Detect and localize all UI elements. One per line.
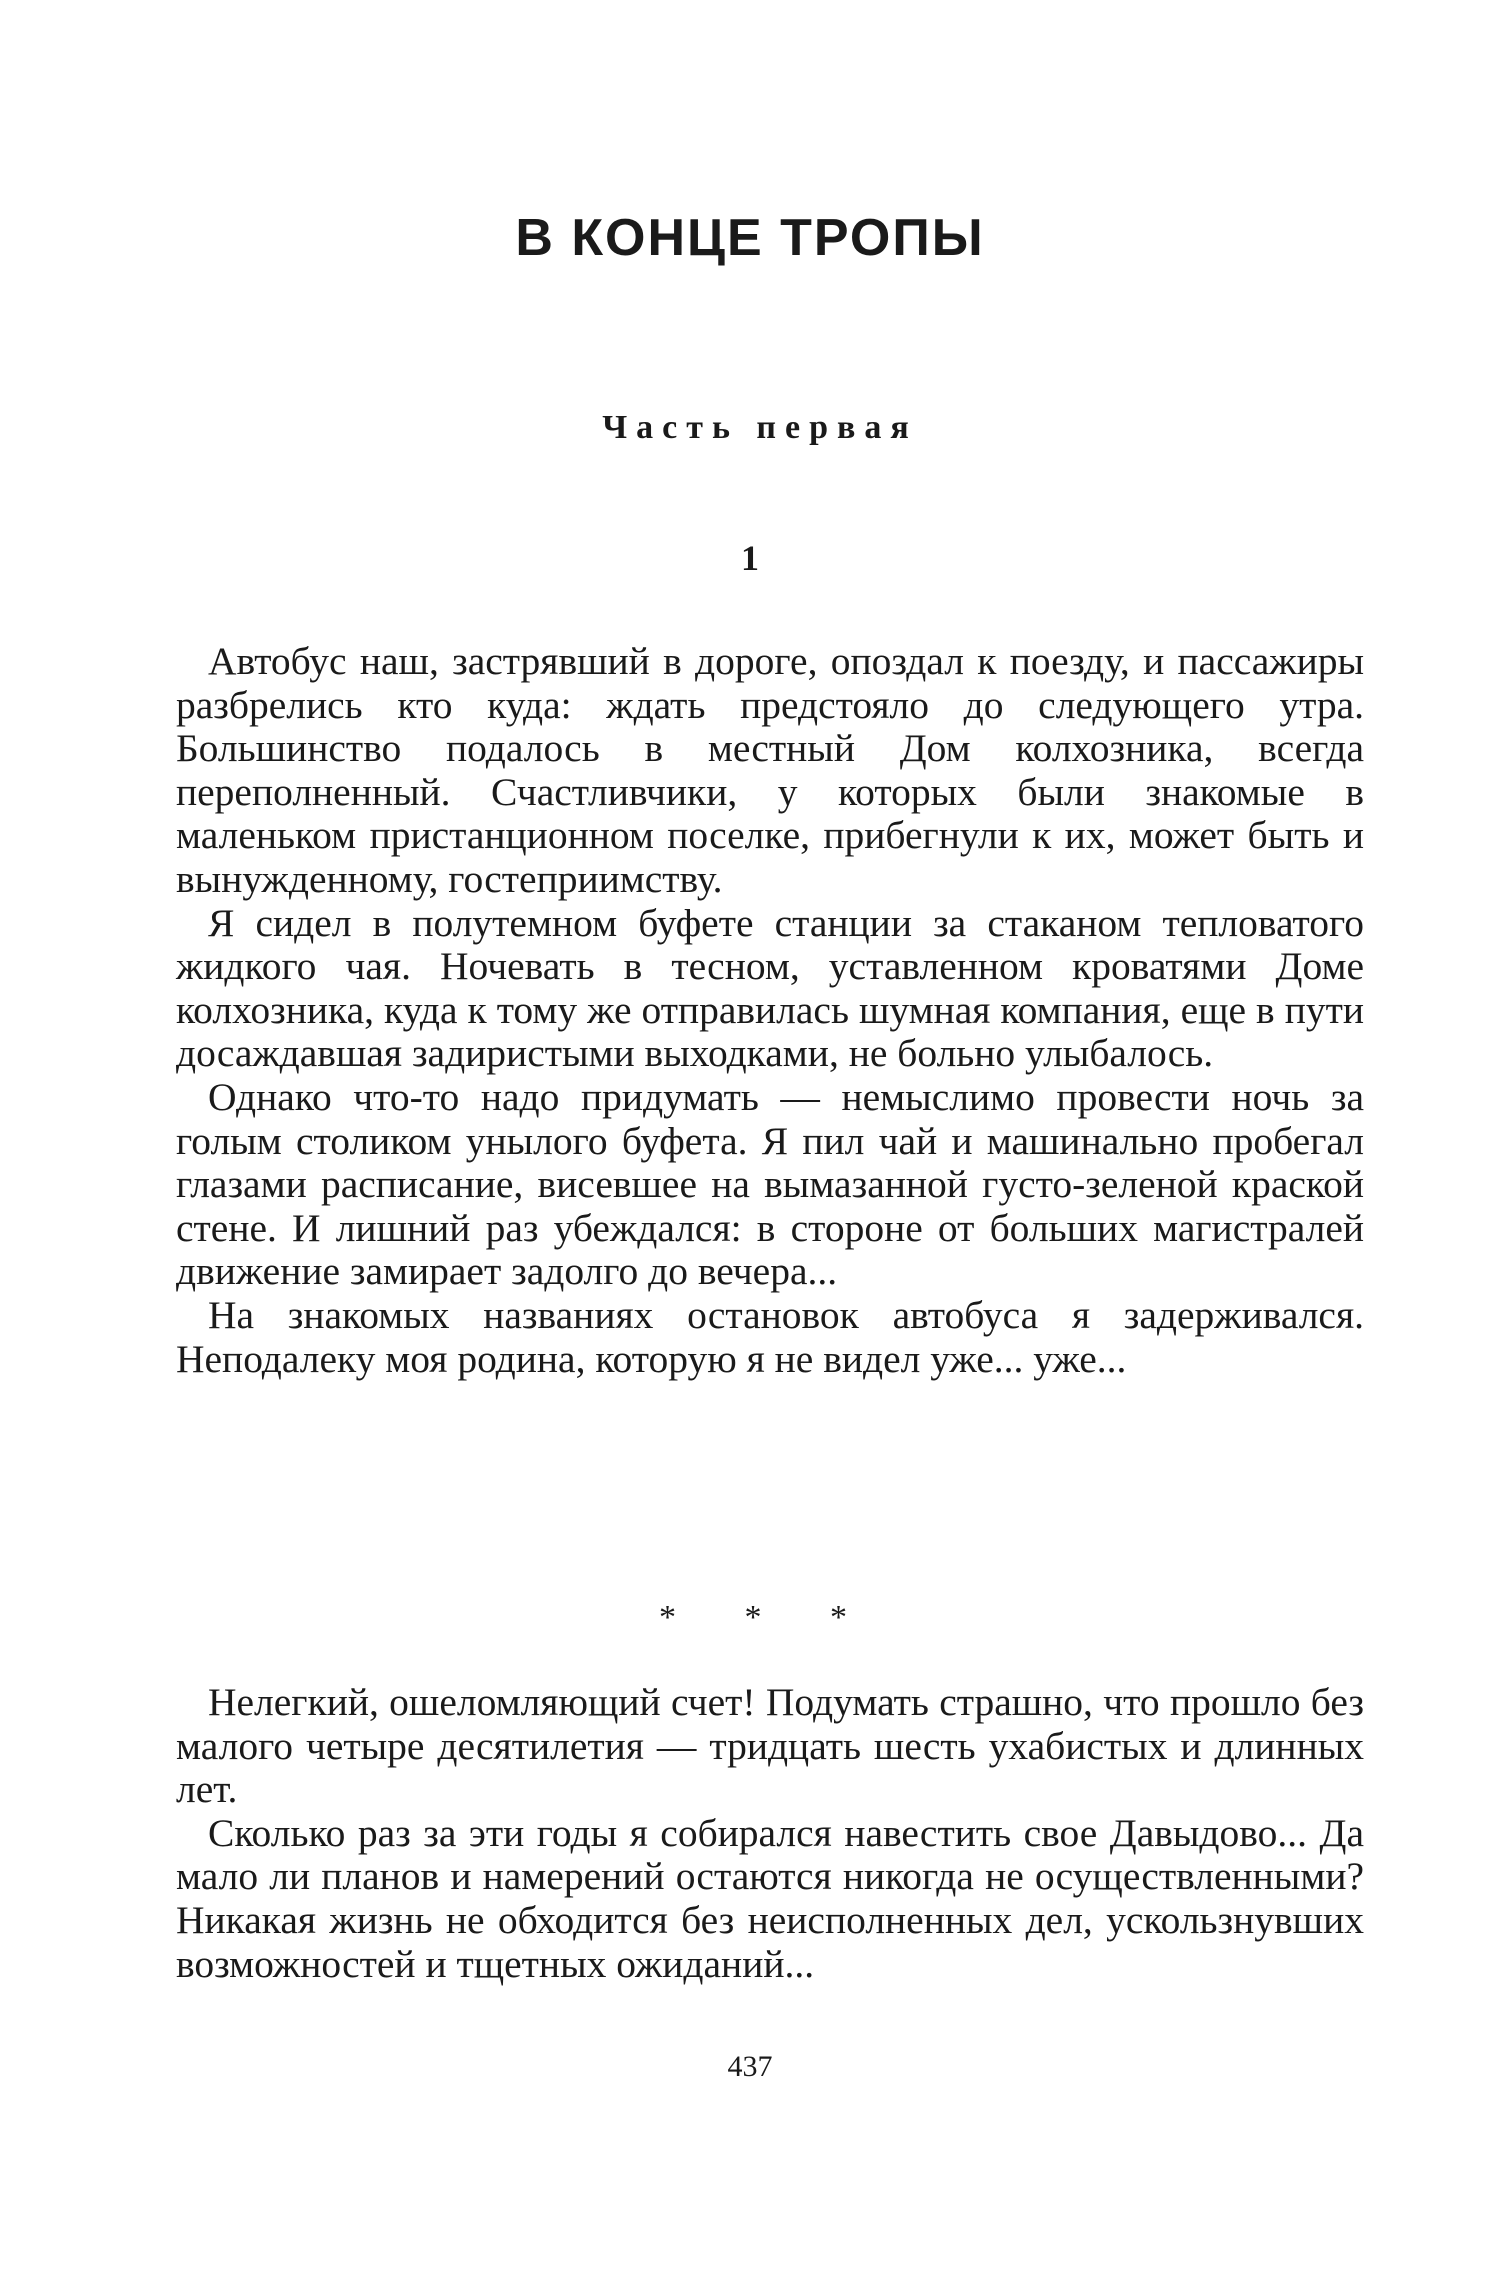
page-number: 437 — [727, 2050, 773, 2083]
paragraph: Однако что-то надо придумать — немыслимо провести ночь за голым столиком унылого буфета. Я пил чай и машинально пробегал глазами расписание, висевшее на вымазанной густо-зеленой краской стене. И лишний раз убеждался: в стороне от больших магистралей движение замирает задолго до вечера... — [176, 1074, 1364, 1294]
paragraph: На знакомых названиях остановок автобуса я задерживался. Неподалеку моя родина, которую я не видел уже... уже... — [176, 1292, 1364, 1381]
paragraph: Автобус наш, застрявший в дороге, опоздал к поезду, и пассажиры разбрелись кто куда: ждать предстояло до следующего утра. Большинство подалось в местный Дом колхозника, всегда переполненный. Счастливчики, у которых были знакомые в маленьком пристанционном поселке, прибегнули к их, может быть и вынужденному, гостеприимству. — [176, 639, 1364, 901]
paragraph: Сколько раз за эти годы я собирался навестить свое Давыдово... Да мало ли планов и намерений остаются никогда не осуществленными? Никакая жизнь не обходится без неисполненных дел, ускользнувших возможностей и тщетных ожиданий... — [176, 1810, 1364, 1986]
section-2-text — [176, 1681, 1364, 1986]
chapter-number: 1 — [741, 538, 759, 578]
paragraph: Я сидел в полутемном буфете станции за стаканом тепловатого жидкого чая. Ночевать в тесном, уставленном кроватями Доме колхозника, куда к тому же отправилась шумная компания, еще в пути досаждавшая задиристыми выходками, не больно улыбалось. — [176, 900, 1364, 1076]
section-separator: * * * — [659, 1599, 877, 1636]
page-title: В КОНЦЕ ТРОПЫ — [515, 209, 985, 267]
section-1-text — [176, 640, 1364, 1381]
paragraph: Нелегкий, ошеломляющий счет! Подумать страшно, что прошло без малого четыре десятилетия — тридцать шесть ухабистых и длинных лет. — [176, 1680, 1364, 1812]
part-heading: Часть первая — [602, 409, 918, 446]
